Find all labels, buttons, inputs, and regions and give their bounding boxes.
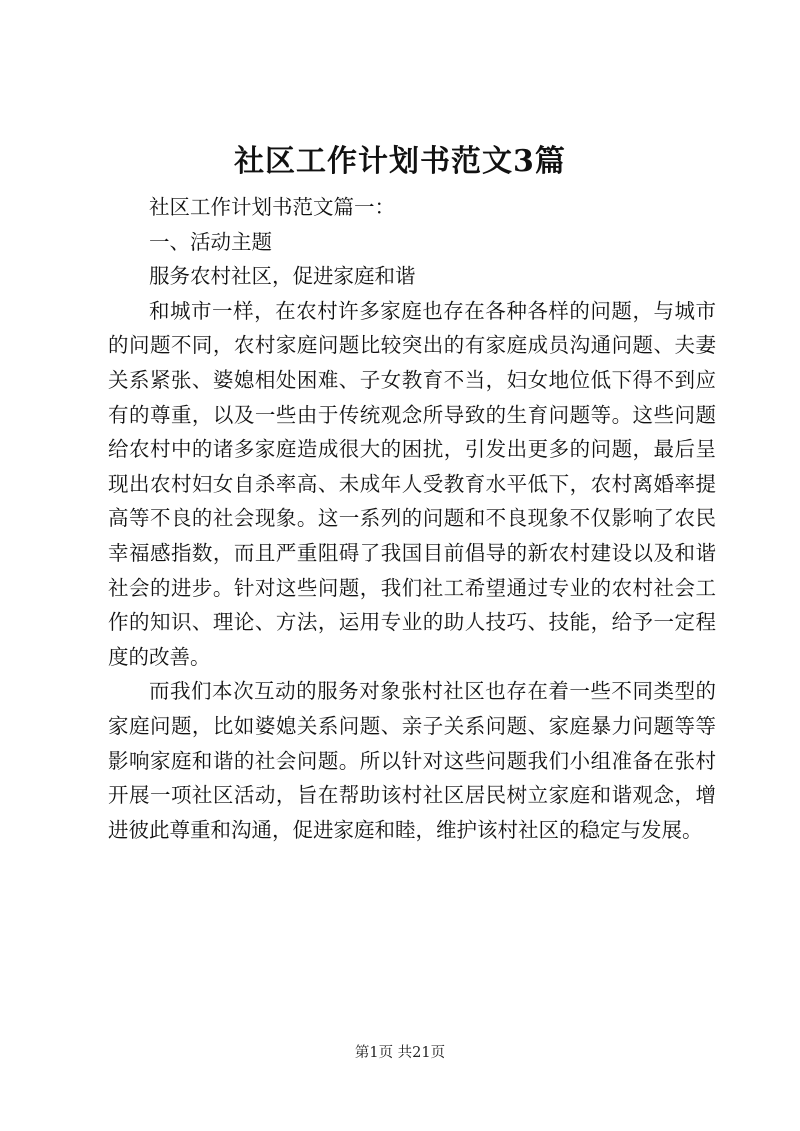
body-paragraph-background: 和城市一样，在农村许多家庭也存在各种各样的问题，与城市的问题不同，农村家庭问题比较突出的有家庭成员沟通问题、夫妻关系紧张、婆媳相处困难、子女教育不当，妇女地位低下得不到应有的尊重，以及一些由于传统观念所导致的生育问题等。这些问题给农村中的诸多家庭造成很大的困扰，引发出更多的问题，最后呈现出农村妇女自杀率高、未成年人受教育水平低下，农村离婚率提高等不良的社会现象。这一系列的问题和不良现象不仅影响了农民幸福感指数，而且严重阻碍了我国目前倡导的新农村建设以及和谐社会的进步。针对这些问题，我们社工希望通过专业的农村社会工作的知识、理论、方法，运用专业的助人技巧、技能，给予一定程度的改善。: [108, 298, 716, 669]
document-title: 社区工作计划书范文3篇: [234, 144, 566, 179]
section-heading-article-one: 社区工作计划书范文篇一：: [149, 195, 395, 219]
page-footer: 第1页 共21页: [354, 1045, 446, 1061]
theme-statement: 服务农村社区，促进家庭和谐: [149, 264, 416, 289]
document-body: [108, 190, 716, 847]
body-paragraph-service-target: 而我们本次互动的服务对象张村社区也存在着一些不同类型的家庭问题，比如婆媳关系问题、亲子关系问题、家庭暴力问题等等影响家庭和谐的社会问题。所以针对这些问题我们小组准备在张村开展一项社区活动，旨在帮助该村社区居民树立家庭和谐观念，增进彼此尊重和沟通，促进家庭和睦，维护该村社区的稳定与发展。: [108, 679, 716, 842]
section-heading-activity-theme: 一、活动主题: [149, 229, 272, 254]
